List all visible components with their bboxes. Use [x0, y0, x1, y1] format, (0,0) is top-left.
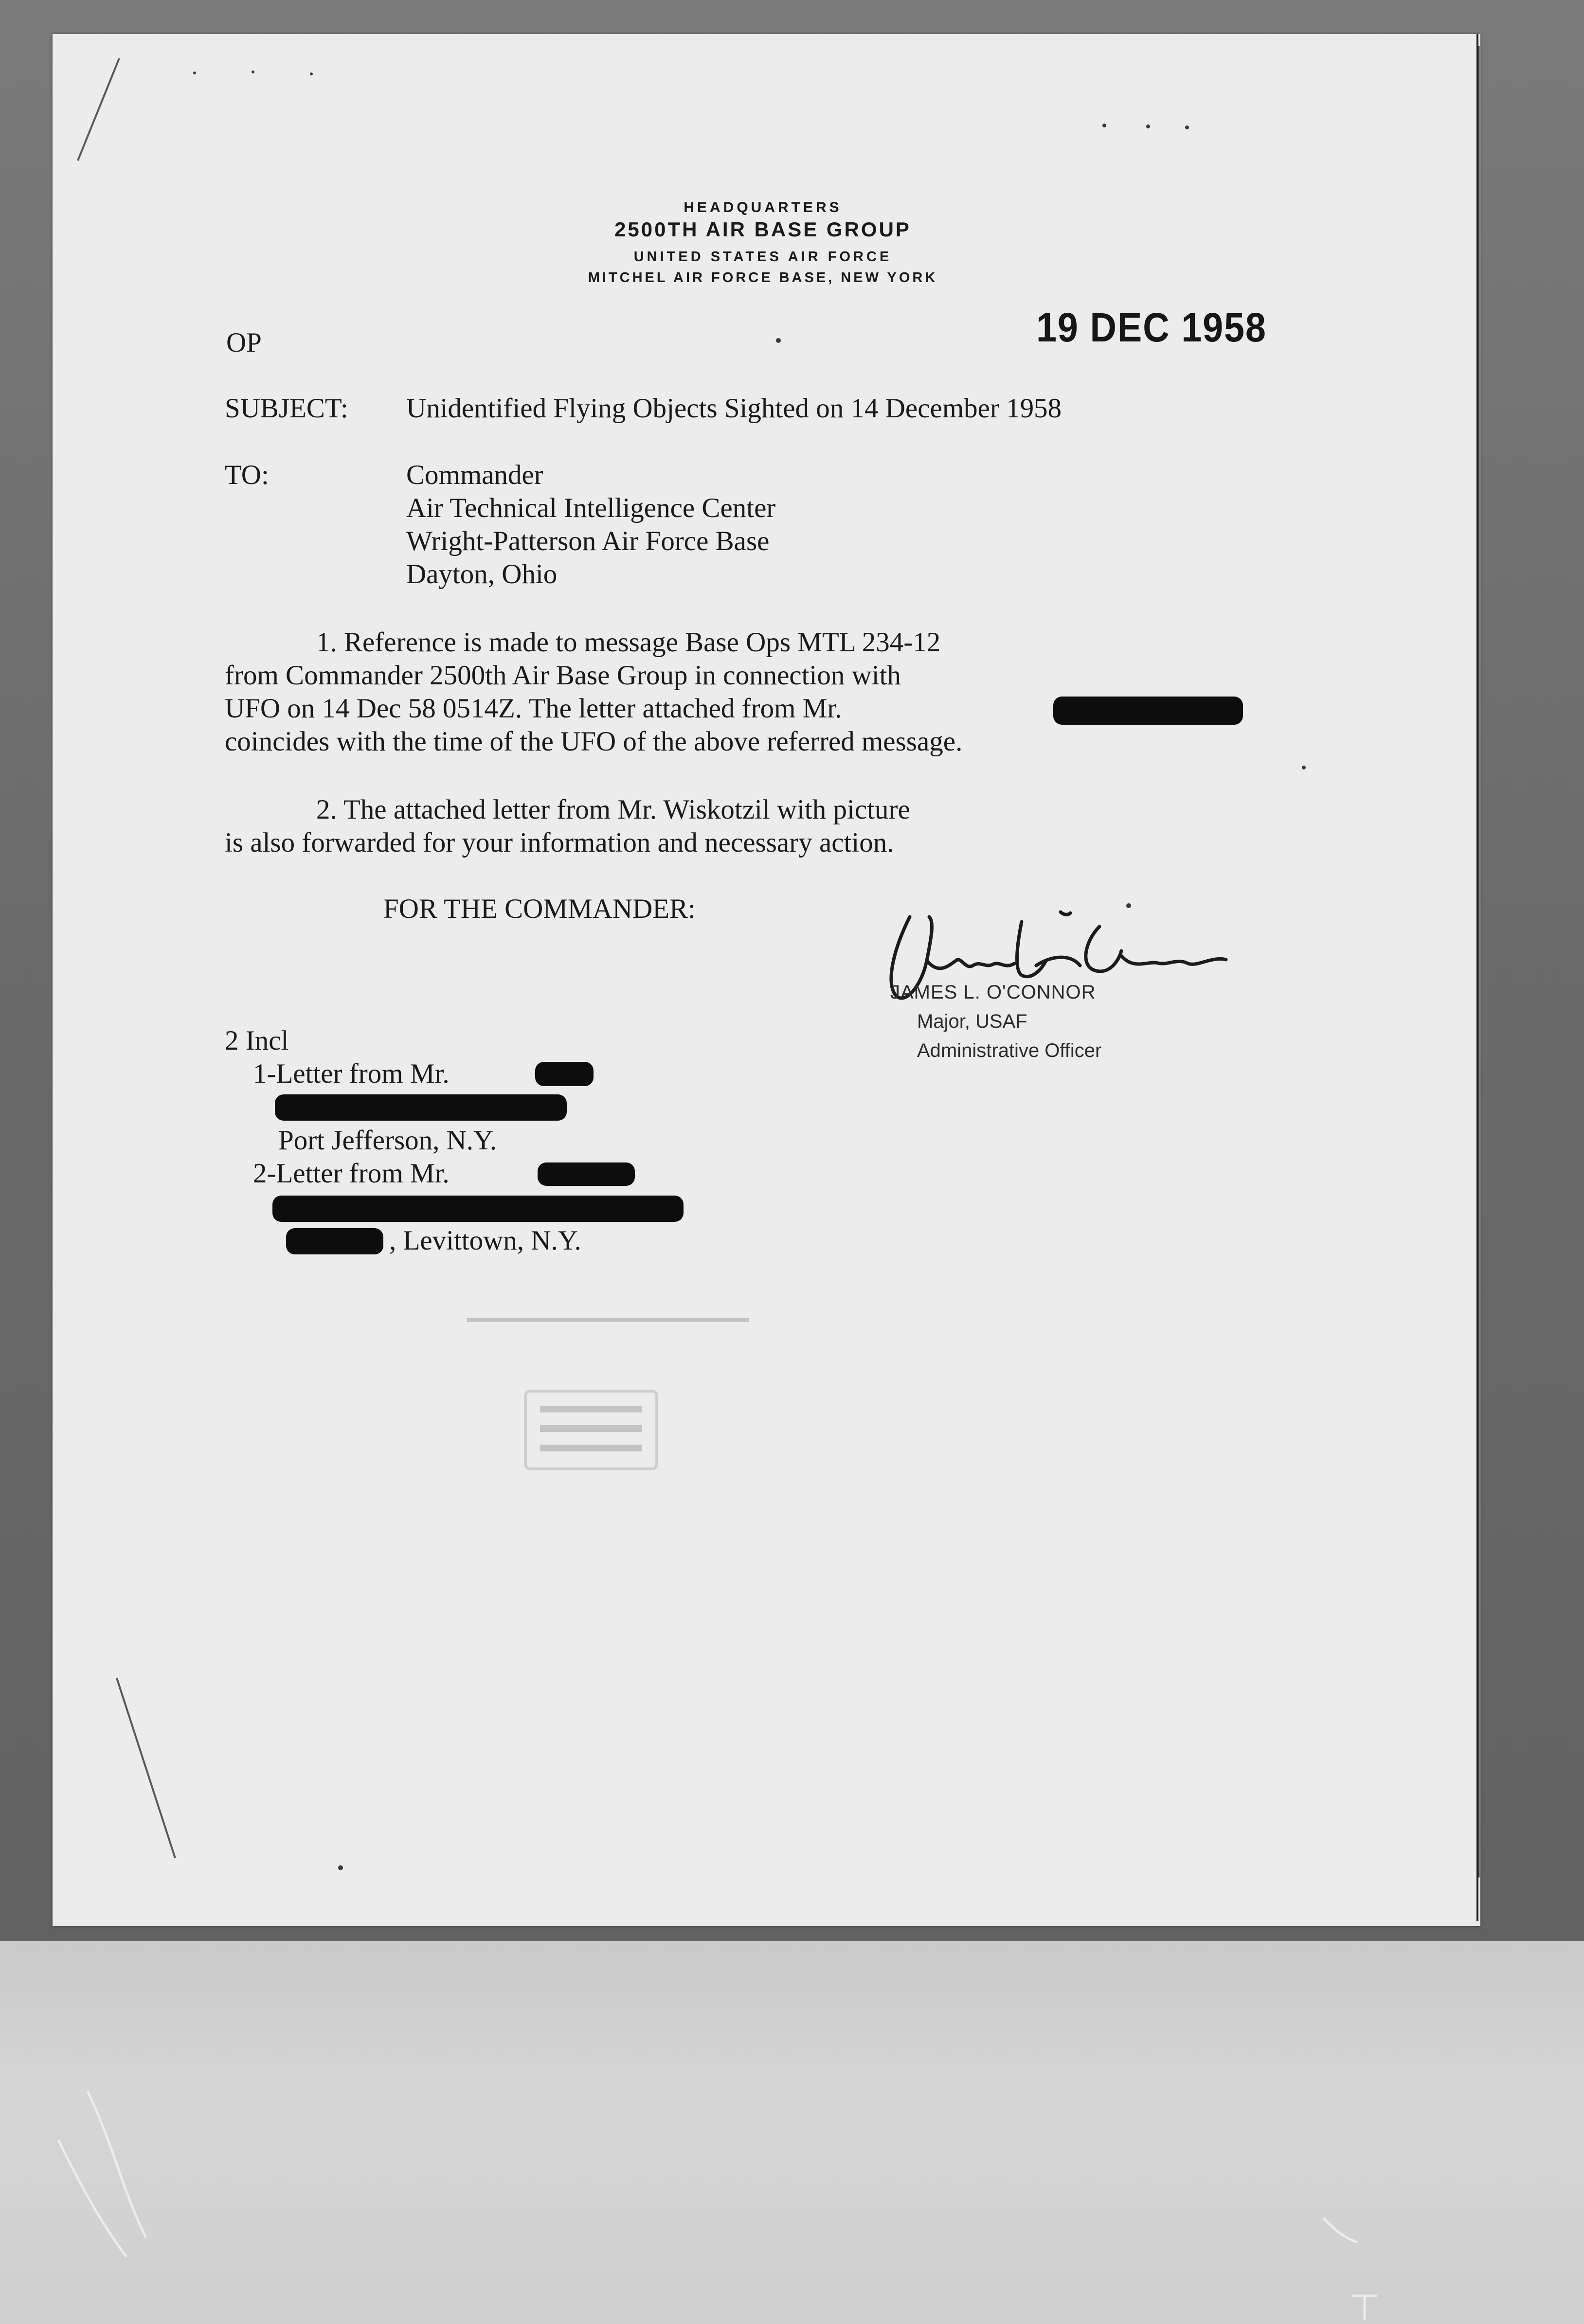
handwritten-signature	[876, 902, 1245, 1029]
office-symbol: OP	[226, 327, 262, 358]
paragraph-1-line: from Commander 2500th Air Base Group in connection with	[225, 660, 901, 691]
enclosure-item: 1-Letter from Mr.	[253, 1058, 450, 1089]
enclosure-heading: 2 Incl	[225, 1025, 289, 1056]
redaction-bar	[1053, 697, 1243, 725]
redaction-bar	[538, 1162, 635, 1186]
page-edge-shadow	[1476, 34, 1478, 1921]
address-line: Air Technical Intelligence Center	[406, 493, 776, 523]
enclosure-address: Port Jefferson, N.Y.	[278, 1125, 497, 1156]
address-line: Wright-Patterson Air Force Base	[406, 526, 770, 556]
letterhead-location: MITCHEL AIR FORCE BASE, NEW YORK	[588, 270, 938, 286]
film-lower-margin	[0, 1941, 1584, 2324]
letterhead-unit: 2500TH AIR BASE GROUP	[614, 218, 911, 241]
enclosure-address: , Levittown, N.Y.	[389, 1225, 581, 1256]
redaction-bar	[275, 1094, 567, 1121]
paragraph-1-line: UFO on 14 Dec 58 0514Z. The letter attached from Mr.	[225, 693, 842, 724]
letterhead-service: UNITED STATES AIR FORCE	[633, 249, 892, 265]
redaction-bar	[535, 1062, 594, 1086]
subject-text: Unidentified Flying Objects Sighted on 14 December 1958	[406, 393, 1062, 424]
signatory-rank: Major, USAF	[917, 1011, 1027, 1032]
closing-line: FOR THE COMMANDER:	[383, 894, 696, 924]
signatory-title: Administrative Officer	[917, 1040, 1102, 1061]
signatory-name: JAMES L. O'CONNOR	[890, 982, 1096, 1003]
redaction-bar	[272, 1196, 684, 1222]
redaction-bar	[286, 1228, 383, 1254]
paragraph-1-line: 1. Reference is made to message Base Ops MTL 234-12	[316, 627, 941, 658]
date-stamp: 19 DEC 1958	[1036, 304, 1267, 350]
subject-label: SUBJECT:	[225, 393, 348, 424]
paragraph-2-line: is also forwarded for your information and necessary action.	[225, 827, 894, 858]
paragraph-1-line: coincides with the time of the UFO of the above referred message.	[225, 726, 963, 757]
to-label: TO:	[225, 460, 269, 490]
enclosure-item: 2-Letter from Mr.	[253, 1158, 450, 1189]
address-line: Dayton, Ohio	[406, 559, 558, 590]
address-line: Commander	[406, 460, 543, 490]
paragraph-2-line: 2. The attached letter from Mr. Wiskotzil with picture	[316, 794, 910, 825]
letterhead-headquarters: HEADQUARTERS	[684, 199, 842, 215]
